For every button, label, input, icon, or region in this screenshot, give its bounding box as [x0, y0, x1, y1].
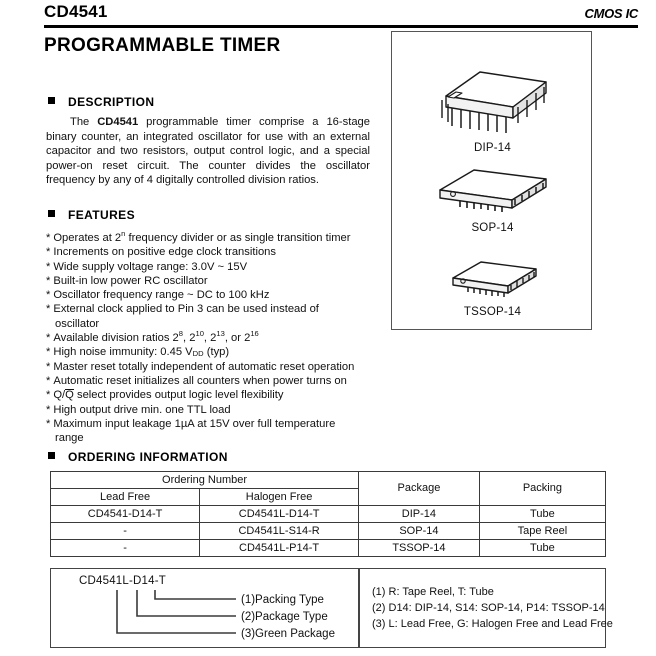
asterisk-icon: *	[46, 289, 51, 302]
table-row	[51, 506, 606, 523]
legend-diagram	[51, 569, 358, 647]
description-heading-label: DESCRIPTION	[68, 95, 155, 109]
legend-callout-packing-type: (1)Packing Type	[241, 594, 324, 606]
asterisk-icon: *	[46, 403, 51, 416]
feature-subscript: DD	[192, 349, 204, 359]
feature-superscript: 10	[195, 329, 204, 339]
description-body-text: programmable timer comprise a 16-stage binary counter, an integrated oscillator for use with an external capacitor and two resistors, output control logic, and a special power-on reset circuit. The counter divides the oscillator frequency by any of 4 digitally controlled division ratios.	[46, 116, 370, 187]
cell-packing: Tube	[479, 540, 605, 557]
asterisk-icon: *	[46, 374, 51, 387]
description-heading	[48, 95, 154, 109]
feature-text-wrap: range	[55, 432, 84, 445]
cell-halogen-free: CD4541L-S14-R	[200, 523, 359, 540]
legend-definition-1: (1) R: Tape Reel, T: Tube	[372, 586, 494, 598]
cell-halogen-free: CD4541L-D14-T	[200, 506, 359, 523]
feature-text: Built-in low power RC oscillator	[53, 274, 208, 287]
cell-package: DIP-14	[359, 506, 480, 523]
bullet-square-icon	[48, 97, 55, 104]
legend-definition-3: (3) L: Lead Free, G: Halogen Free and Lead Free	[372, 618, 613, 630]
col-header-package: Package	[359, 472, 480, 506]
feature-text: , 2	[203, 332, 217, 345]
feature-text-cont: frequency divider or as single transition timer	[125, 232, 351, 244]
bullet-square-icon	[48, 210, 55, 217]
feature-text: Oscillator frequency range ~ DC to 100 kHz	[53, 289, 270, 302]
feature-item	[46, 360, 376, 374]
feature-text: Wide supply voltage range: 3.0V ~ 15V	[53, 260, 248, 273]
feature-superscript: n	[121, 229, 126, 238]
asterisk-icon: *	[46, 246, 51, 259]
part-number-legend-box	[50, 568, 613, 648]
feature-text: select provides output logic level flexibility	[73, 389, 284, 402]
sop-14-drawing	[418, 164, 568, 218]
features-list	[46, 231, 376, 445]
header-divider-rule	[44, 25, 638, 28]
feature-text: High output drive min. one TTL load	[53, 403, 231, 416]
feature-text: , or 2	[224, 332, 251, 345]
col-header-lead-free: Lead Free	[51, 489, 200, 506]
asterisk-icon: *	[46, 346, 51, 359]
features-heading	[48, 208, 135, 222]
legend-part-number-example: CD4541L-D14-T	[79, 575, 166, 587]
page-title: PROGRAMMABLE TIMER	[44, 35, 281, 56]
feature-text: High noise immunity: 0.45 V	[53, 346, 193, 359]
feature-item	[46, 274, 376, 288]
feature-item	[46, 388, 376, 402]
feature-superscript: 8	[178, 329, 184, 339]
feature-item	[46, 345, 376, 359]
tssop-14-drawing	[418, 254, 568, 302]
feature-item	[46, 417, 376, 446]
asterisk-icon: *	[46, 389, 51, 402]
ordering-information-heading	[48, 450, 228, 464]
cell-halogen-free: CD4541L-P14-T	[200, 540, 359, 557]
feature-superscript: 16	[250, 329, 259, 339]
feature-text: Q/	[53, 389, 66, 402]
feature-item	[46, 403, 376, 417]
ordering-heading-label: ORDERING INFORMATION	[68, 450, 228, 464]
cell-lead-free: -	[51, 523, 200, 540]
asterisk-icon: *	[46, 260, 51, 273]
cell-lead-free: CD4541-D14-T	[51, 506, 200, 523]
feature-item	[46, 374, 376, 388]
package-sop14	[392, 164, 593, 234]
table-row	[51, 540, 606, 557]
cell-packing: Tube	[479, 506, 605, 523]
package-illustration-box	[391, 31, 592, 330]
legend-definition-2: (2) D14: DIP-14, S14: SOP-14, P14: TSSOP-14	[372, 602, 605, 614]
feature-item	[46, 260, 376, 274]
feature-text: , 2	[183, 332, 196, 345]
feature-text-wrap: oscillator	[55, 317, 100, 330]
asterisk-icon: *	[46, 360, 51, 373]
package-caption: DIP-14	[474, 142, 511, 154]
description-lead: The	[70, 116, 98, 128]
header-part-number: CD4541	[44, 2, 108, 21]
col-header-packing: Packing	[479, 472, 605, 506]
cell-lead-free: -	[51, 540, 200, 557]
description-bold-part: CD4541	[97, 116, 139, 128]
asterisk-icon: *	[46, 274, 51, 287]
col-header-halogen-free: Halogen Free	[200, 489, 359, 506]
feature-text: Available division ratios 2	[53, 332, 179, 345]
asterisk-icon: *	[46, 417, 51, 430]
feature-text: Master reset totally independent of automatic reset operation	[53, 360, 355, 373]
package-caption: TSSOP-14	[463, 306, 522, 318]
features-heading-label: FEATURES	[68, 208, 135, 222]
feature-text: Maximum input leakage 1µA at 15V over full temperature	[53, 417, 336, 430]
asterisk-icon: *	[46, 332, 51, 345]
cell-package: SOP-14	[359, 523, 480, 540]
feature-superscript: 13	[216, 329, 225, 339]
feature-item	[46, 245, 376, 259]
q-bar-overline: Q	[65, 389, 74, 402]
package-caption: SOP-14	[471, 222, 514, 234]
feature-text: Operates at 2	[53, 232, 122, 244]
feature-item	[46, 302, 376, 331]
asterisk-icon: *	[46, 303, 51, 316]
feature-text: Increments on positive edge clock transitions	[53, 246, 276, 259]
feature-text: Automatic reset initializes all counters when power turns on	[53, 374, 347, 387]
description-paragraph	[46, 115, 370, 188]
asterisk-icon: *	[46, 232, 51, 244]
legend-callout-green-package: (3)Green Package	[241, 628, 335, 640]
feature-item	[46, 288, 376, 302]
feature-item	[46, 231, 376, 245]
package-dip14	[392, 60, 593, 154]
legend-definitions	[360, 569, 613, 647]
dip-14-drawing	[418, 60, 568, 138]
bullet-square-icon	[48, 452, 55, 459]
table-header-row-group	[51, 472, 606, 489]
feature-text: (typ)	[203, 346, 230, 359]
feature-item	[46, 331, 376, 345]
package-tssop14	[392, 254, 593, 318]
ordering-information-table	[50, 471, 606, 557]
header-family-label: CMOS IC	[584, 6, 638, 21]
legend-callout-package-type: (2)Package Type	[241, 611, 328, 623]
cell-packing: Tape Reel	[479, 523, 605, 540]
col-group-ordering-number: Ordering Number	[51, 472, 359, 489]
table-row	[51, 523, 606, 540]
feature-text: External clock applied to Pin 3 can be used instead of	[53, 303, 319, 316]
cell-package: TSSOP-14	[359, 540, 480, 557]
